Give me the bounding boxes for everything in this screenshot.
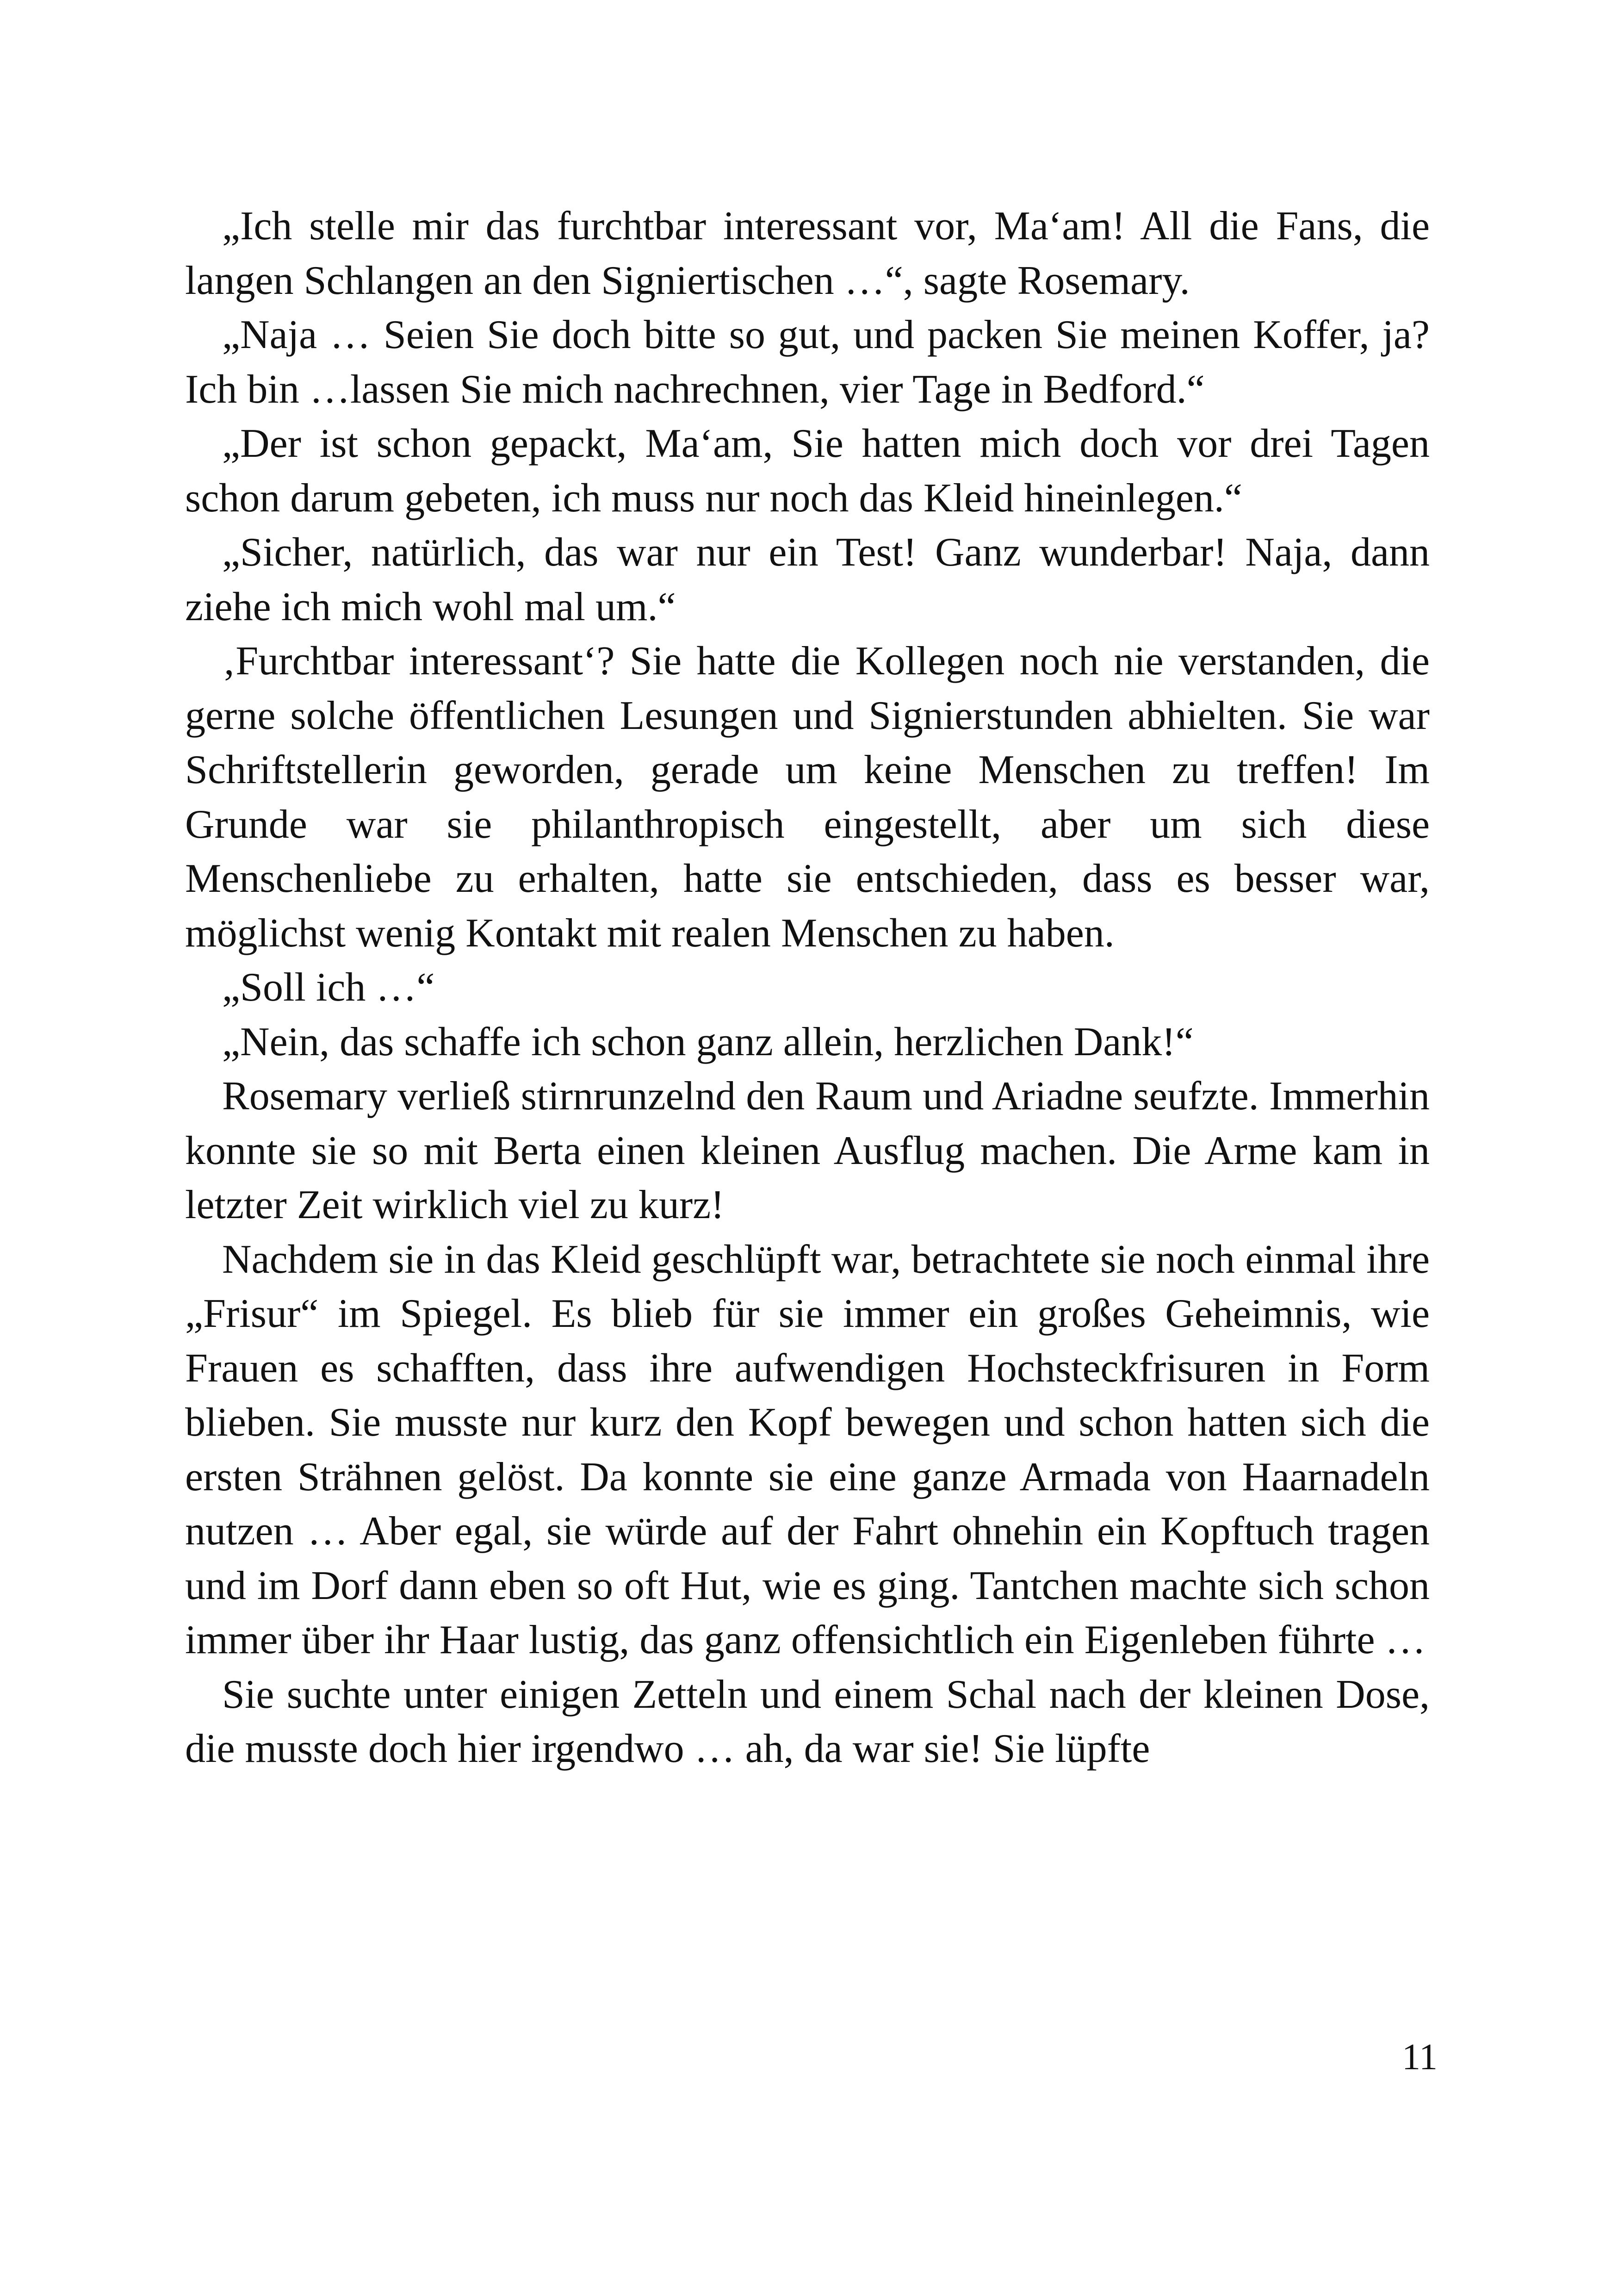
paragraph: „Sicher, natürlich, das war nur ein Test! Ganz wunderbar! Naja, dann ziehe ich mich wohl mal um.“ (185, 530, 1430, 629)
paragraph: ‚Furchtbar interessant‘? Sie hatte die Kollegen noch nie verstanden, die gerne solche öffentlichen Lesungen und Signierstunden abhielten. Sie war Schriftstellerin geworden, gerade um keine Menschen zu treffen! Im Grunde war sie philanthropisch eingestellt, aber um sich diese Menschenliebe zu erhalten, hatte sie entschieden, dass es besser war, möglichst wenig Kontakt mit realen Menschen zu haben. (185, 639, 1430, 956)
paragraph: „Soll ich …“ (222, 965, 435, 1010)
page-number: 11 (1401, 2037, 1438, 2078)
paragraph: „Der ist schon gepackt, Ma‘am, Sie hatten mich doch vor drei Tagen schon darum gebeten, ich muss nur noch das Kleid hineinlegen.“ (185, 421, 1430, 521)
paragraph: „Nein, das schaffe ich schon ganz allein, herzlichen Dank!“ (222, 1019, 1194, 1064)
paragraph: Nachdem sie in das Kleid geschlüpft war, betrachtete sie noch einmal ihre „Frisur“ im Spiegel. Es blieb für sie immer ein großes Geheimnis, wie Frauen es schafften, dass ihre aufwendigen Hochsteckfrisuren in Form blieben. Sie musste nur kurz den Kopf bewegen und schon hatten sich die ersten Strähnen gelöst. Da konnte sie eine ganze Armada von Haarnadeln nutzen … Aber egal, sie würde auf der Fahrt ohnehin ein Kopftuch tragen und im Dorf dann eben so oft Hut, wie es ging. Tantchen machte sich schon immer über ihr Haar lustig, das ganz offensichtlich ein Eigenleben führte … (185, 1237, 1430, 1662)
paragraph: „Ich stelle mir das furchtbar interessant vor, Ma‘am! All die Fans, die langen Schlangen an den Signiertischen …“, sagte Rosemary. (185, 204, 1430, 303)
paragraph: Rosemary verließ stirnrunzelnd den Raum und Ariadne seufzte. Immerhin konnte sie so mit Berta einen kleinen Ausflug machen. Die Arme kam in letzter Zeit wirklich viel zu kurz! (185, 1074, 1430, 1227)
paragraph: „Naja … Seien Sie doch bitte so gut, und packen Sie meinen Koffer, ja? Ich bin …lassen Sie mich nachrechnen, vier Tage in Bedford.“ (185, 312, 1430, 412)
paragraph: Sie suchte unter einigen Zetteln und einem Schal nach der kleinen Dose, die musste doch hier irgendwo … ah, da war sie! Sie lüpfte (185, 1672, 1430, 1771)
body-text (185, 199, 1430, 1776)
